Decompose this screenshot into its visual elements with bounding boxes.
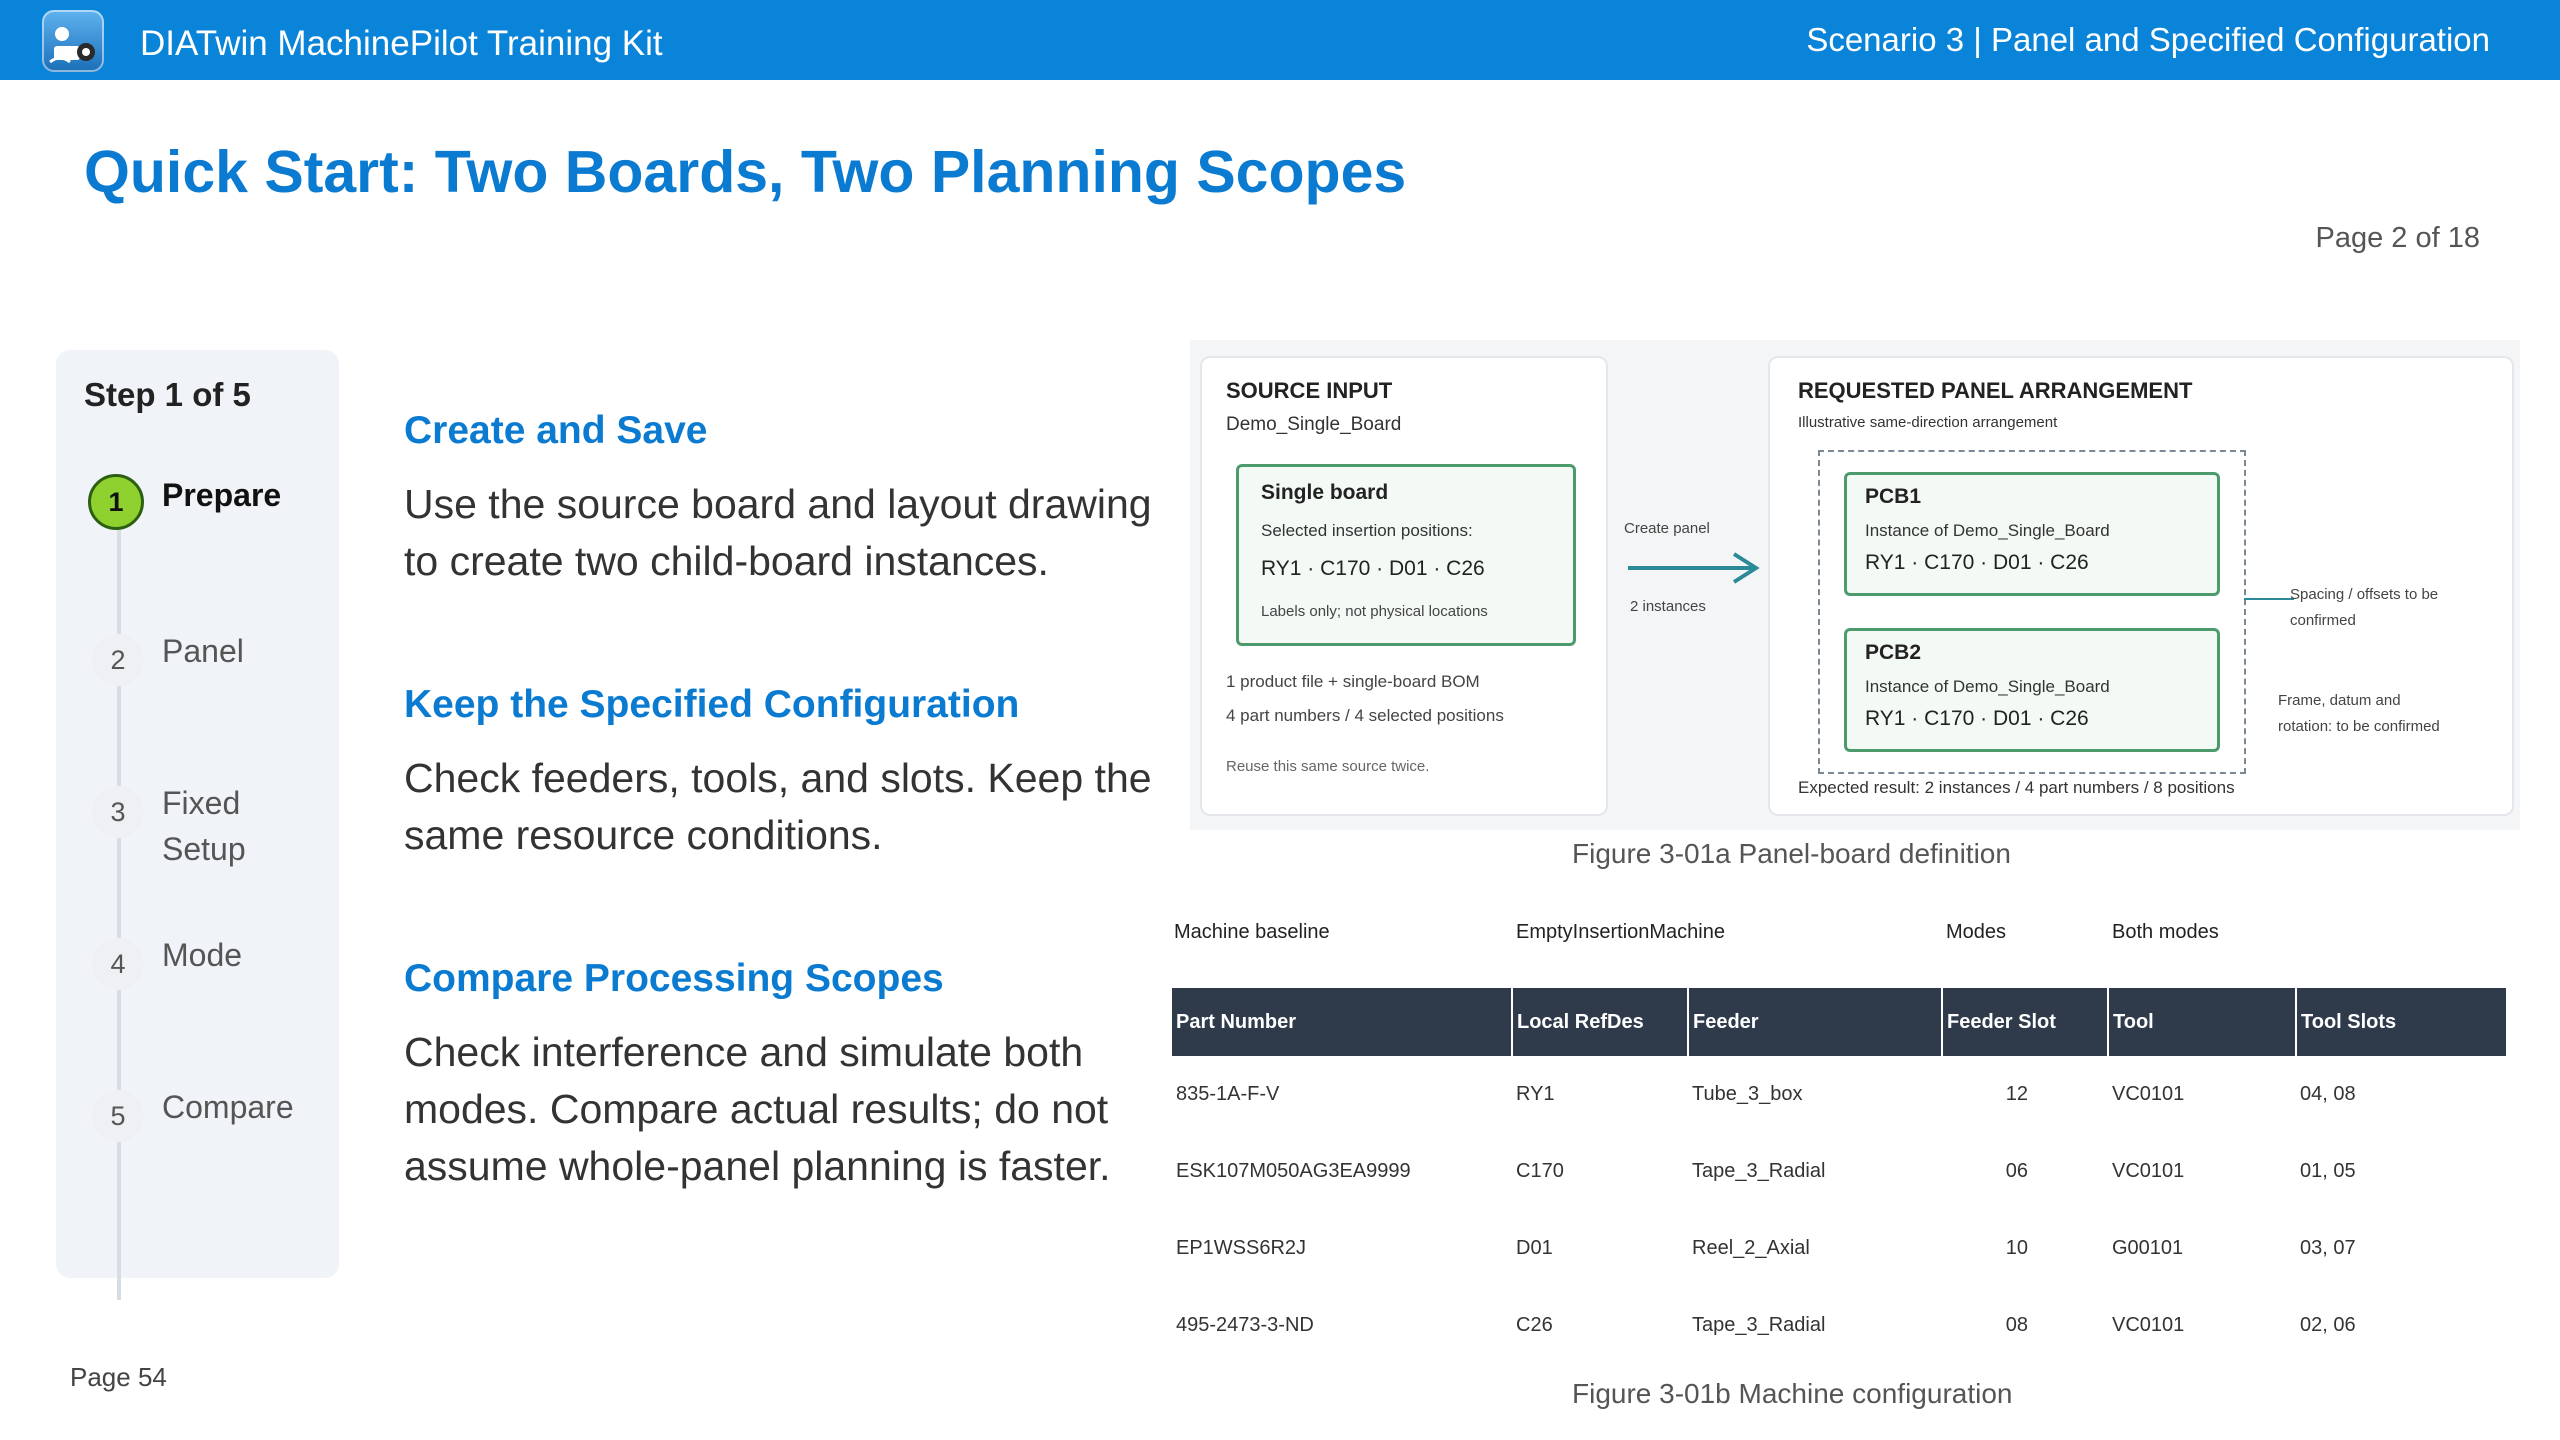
step-label: Mode: [162, 937, 243, 973]
section-body: Check interference and simulate both modes. Compare actual results; do not assume whole-panel planning is faster.: [404, 1029, 1111, 1189]
column-header: Local RefDes: [1512, 988, 1688, 1056]
table-cell: VC0101: [2112, 1083, 2185, 1105]
table-cell: G00101: [2112, 1237, 2184, 1259]
section-body: Use the source board and layout drawing to create two child-board instances.: [404, 481, 1152, 584]
table-cell: RY1: [1516, 1083, 1555, 1105]
table-cell: Tube_3_box: [1692, 1083, 1803, 1105]
pcb1-refdes: RY1 · C170 · D01 · C26: [1865, 551, 2089, 574]
section-create-and-save: [404, 406, 1194, 590]
step-label: Prepare: [162, 477, 282, 513]
table-cell: Reel_2_Axial: [1692, 1237, 1810, 1259]
table-row: [1172, 1133, 2506, 1210]
table-cell: 12: [2005, 1083, 2028, 1105]
step-number: 3: [92, 786, 144, 838]
table-cell: 08: [2005, 1314, 2028, 1336]
table-row: [1172, 1056, 2506, 1133]
section-heading: Keep the Specified Configuration: [404, 683, 1020, 726]
table-cell: 10: [2005, 1237, 2028, 1259]
table-cell: 835-1A-F-V: [1176, 1083, 1280, 1105]
step-count: Step 1 of 5: [84, 376, 251, 413]
section-heading: Compare Processing Scopes: [404, 957, 944, 1000]
section-compare-scopes: [404, 954, 1194, 1195]
pcb1-title: PCB1: [1865, 485, 1922, 508]
step-number: 4: [92, 938, 144, 990]
source-input-title: SOURCE INPUT: [1226, 378, 1393, 403]
scenario-label: Scenario 3 | Panel and Specified Configuration: [1806, 21, 2490, 58]
section-body: Check feeders, tools, and slots. Keep the same resource conditions.: [404, 755, 1152, 858]
arrow-label-top: Create panel: [1624, 520, 1710, 537]
panel-board-figure: [1190, 340, 2520, 830]
single-board-title: Single board: [1261, 481, 1389, 504]
pcb1-subtitle: Instance of Demo_Single_Board: [1865, 521, 2110, 540]
source-line-files: 1 product file + single-board BOM: [1226, 672, 1480, 691]
table-cell: EP1WSS6R2J: [1176, 1237, 1307, 1259]
table-cell: D01: [1516, 1237, 1553, 1259]
table-cell: ESK107M050AG3EA9999: [1176, 1160, 1411, 1182]
spacing-note: Spacing / offsets to be confirmed: [2290, 586, 2439, 629]
arrow-label-bottom: 2 instances: [1630, 598, 1706, 615]
figure-b-caption: Figure 3-01b Machine configuration: [1572, 1378, 2013, 1409]
table-row: [1172, 1287, 2506, 1364]
step-navigator: [56, 350, 339, 1278]
column-header: Part Number: [1172, 988, 1512, 1056]
table-cell: VC0101: [2112, 1314, 2185, 1336]
table-row: [1172, 1210, 2506, 1287]
table-cell: C170: [1516, 1160, 1564, 1182]
table-cell: 06: [2005, 1160, 2028, 1182]
source-board-name: Demo_Single_Board: [1226, 414, 1402, 435]
expected-result: Expected result: 2 instances / 4 part numbers / 8 positions: [1798, 778, 2235, 797]
table-cell: 495-2473-3-ND: [1176, 1314, 1314, 1336]
modes-value: Both modes: [2112, 921, 2219, 943]
source-input-card: [1200, 356, 1608, 816]
table-cell: 03, 07: [2300, 1237, 2356, 1259]
pcb2-refdes: RY1 · C170 · D01 · C26: [1865, 707, 2089, 730]
modes-label: Modes: [1946, 921, 2007, 943]
figure-a-caption: Figure 3-01a Panel-board definition: [1572, 838, 2011, 869]
column-header: Feeder Slot: [1942, 988, 2108, 1056]
table-cell: VC0101: [2112, 1160, 2185, 1182]
column-header: Tool Slots: [2296, 988, 2506, 1056]
source-reuse-note: Reuse this same source twice.: [1226, 758, 1430, 775]
page-title: Quick Start: Two Boards, Two Planning Scopes: [84, 139, 1407, 205]
title-bar: [0, 0, 2560, 80]
step-number: 1: [88, 474, 144, 530]
step-label: Fixed Setup: [162, 785, 246, 867]
pcb1-box: [1844, 472, 2220, 596]
single-board-box: [1236, 464, 1576, 646]
app-logo-icon: [42, 10, 104, 72]
step-number: 5: [92, 1090, 144, 1142]
column-header: Feeder: [1688, 988, 1942, 1056]
step-label: Panel: [162, 633, 244, 669]
single-board-note: Labels only; not physical locations: [1261, 603, 1488, 620]
section-keep-configuration: [404, 680, 1194, 864]
baseline-label: Machine baseline: [1174, 921, 1330, 943]
single-board-refdes: RY1 · C170 · D01 · C26: [1261, 557, 1485, 580]
panel-arrangement-subtitle: Illustrative same-direction arrangement: [1798, 414, 2058, 431]
pcb2-title: PCB2: [1865, 641, 1922, 664]
table-header-row: [1172, 988, 2506, 1056]
panel-arrangement-card: [1768, 356, 2514, 816]
frame-datum-note: Frame, datum and rotation: to be confirmed: [2278, 692, 2440, 735]
create-panel-arrow-icon: [1624, 548, 1774, 588]
app-title: DIATwin MachinePilot Training Kit: [140, 24, 663, 63]
step-number: 2: [92, 634, 144, 686]
page-counter: Page 2 of 18: [2315, 222, 2480, 254]
baseline-value: EmptyInsertionMachine: [1516, 921, 1725, 943]
table-cell: C26: [1516, 1314, 1553, 1336]
machine-configuration-table: [1172, 988, 2506, 1364]
table-cell: Tape_3_Radial: [1692, 1314, 1826, 1336]
footer-page-number: Page 54: [70, 1362, 167, 1392]
table-cell: 04, 08: [2300, 1083, 2356, 1105]
table-cell: 02, 06: [2300, 1314, 2356, 1336]
section-heading: Create and Save: [404, 409, 708, 452]
pcb2-box: [1844, 628, 2220, 752]
step-label: Compare: [162, 1089, 294, 1125]
single-board-subtitle: Selected insertion positions:: [1261, 521, 1473, 540]
table-cell: Tape_3_Radial: [1692, 1160, 1826, 1182]
source-line-parts: 4 part numbers / 4 selected positions: [1226, 706, 1504, 725]
column-header: Tool: [2108, 988, 2296, 1056]
panel-arrangement-title: REQUESTED PANEL ARRANGEMENT: [1798, 378, 2193, 403]
table-cell: 01, 05: [2300, 1160, 2356, 1182]
pcb2-subtitle: Instance of Demo_Single_Board: [1865, 677, 2110, 696]
